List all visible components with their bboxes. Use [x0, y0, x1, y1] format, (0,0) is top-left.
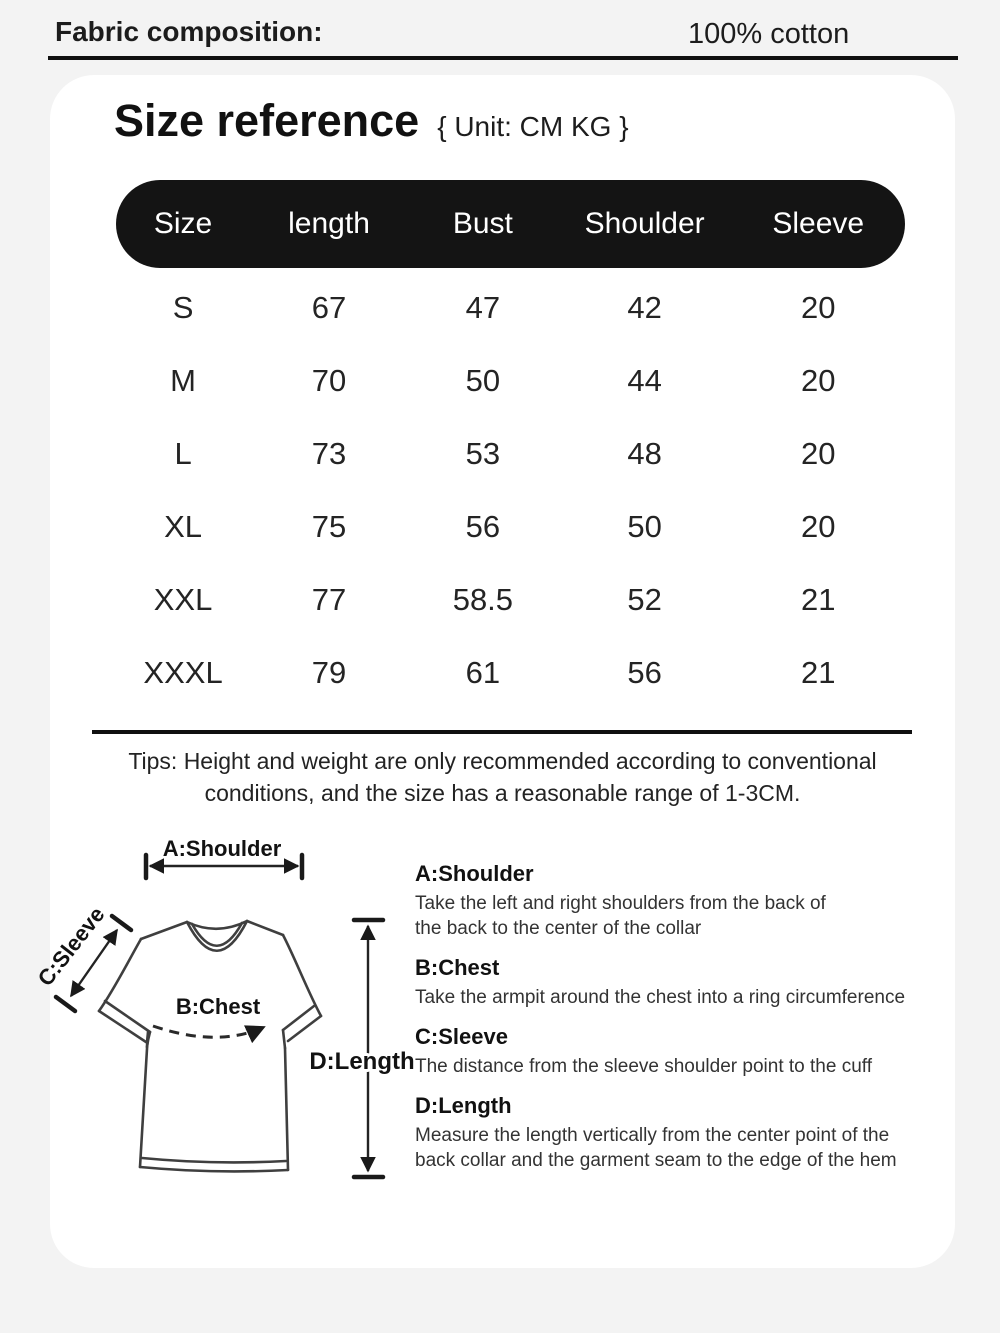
table-cell: XXXL: [143, 654, 223, 690]
definition-length: [415, 1093, 960, 1173]
chest-dimension-label: B:Chest: [175, 994, 261, 1019]
definition-line: The distance from the sleeve shoulder point to the cuff: [415, 1056, 872, 1077]
table-cell: 61: [465, 654, 501, 690]
table-cell: 21: [800, 581, 836, 617]
column-header-bust: Bust: [452, 207, 513, 240]
table-cell: 50: [627, 508, 662, 544]
tshirt-outline: [99, 921, 321, 1171]
size-table-body: [116, 271, 905, 709]
table-cell: XL: [164, 508, 203, 544]
table-cell: 21: [800, 654, 836, 690]
table-cell: XXL: [153, 581, 213, 617]
tips-text: [50, 745, 955, 809]
table-cell: 53: [465, 435, 501, 471]
table-cell: 48: [627, 435, 662, 471]
table-bottom-divider: [92, 730, 912, 734]
tshirt-diagram-svg: [32, 820, 445, 1205]
table-cell: 20: [800, 362, 836, 398]
size-table-header: [116, 180, 905, 268]
table-cell: 47: [465, 289, 501, 325]
table-cell: 20: [800, 435, 836, 471]
table-cell: 50: [465, 362, 501, 398]
column-header-length: length: [288, 207, 370, 240]
table-cell: 44: [627, 362, 662, 398]
table-cell: 52: [627, 581, 662, 617]
tips-line-2: conditions, and the size has a reasonable range of 1-3CM.: [204, 780, 801, 806]
definition-term: B:Chest: [415, 955, 500, 980]
definition-term: C:Sleeve: [415, 1024, 508, 1049]
top-divider: [48, 56, 958, 60]
table-row-xxl: [116, 563, 905, 636]
card-title-row: [114, 95, 629, 147]
definition-line: the back to the center of the collar: [415, 918, 702, 939]
table-row-xxxl: [116, 636, 905, 709]
table-row-s: [116, 271, 905, 344]
table-cell: 20: [800, 289, 836, 325]
size-reference-card: [32, 75, 955, 1268]
definition-line: back collar and the garment seam to the edge of the hem: [415, 1150, 897, 1171]
size-reference-title: Size reference: [114, 95, 420, 146]
definition-term: D:Length: [415, 1093, 512, 1118]
chest-dim-dashed-arrow: [153, 1026, 264, 1037]
tips-line-1: Tips: Height and weight are only recommended according to conventional: [128, 748, 877, 774]
definition-chest: [415, 955, 960, 1010]
table-cell: 56: [627, 654, 662, 690]
measurement-definitions: [415, 861, 960, 1187]
table-cell: 58.5: [452, 581, 514, 617]
column-header-shoulder: Shoulder: [584, 207, 705, 240]
definition-line: Measure the length vertically from the center point of the: [415, 1125, 890, 1146]
table-cell: 67: [311, 289, 347, 325]
shoulder-dimension-label: A:Shoulder: [162, 836, 282, 861]
table-cell: 73: [311, 435, 347, 471]
table-cell: 77: [311, 581, 347, 617]
table-cell: M: [170, 362, 196, 398]
definition-sleeve: [415, 1024, 960, 1079]
table-cell: 42: [627, 289, 662, 325]
definition-shoulder: [415, 861, 960, 941]
sleeve-dimension-label: C:Sleeve: [32, 902, 110, 991]
definition-line: Take the armpit around the chest into a ring circumference: [415, 987, 906, 1008]
definition-term: A:Shoulder: [415, 861, 534, 886]
fabric-composition-label: Fabric composition:: [55, 16, 323, 47]
table-cell: S: [172, 289, 194, 325]
table-cell: 56: [465, 508, 501, 544]
table-cell: L: [174, 435, 192, 471]
length-dimension-label: D:Length: [309, 1048, 415, 1075]
definition-line: Take the left and right shoulders from the back of: [415, 893, 826, 914]
column-header-sleeve: Sleeve: [772, 207, 865, 240]
unit-note: { Unit: CM KG }: [437, 111, 629, 142]
table-row-m: [116, 344, 905, 417]
table-row-l: [116, 417, 905, 490]
measurement-diagram: [32, 820, 955, 1220]
table-cell: 79: [311, 654, 347, 690]
table-row-xl: [116, 490, 905, 563]
table-cell: 75: [311, 508, 347, 544]
table-cell: 70: [311, 362, 347, 398]
table-cell: 20: [800, 508, 836, 544]
fabric-composition-value: 100% cotton: [688, 18, 850, 50]
column-header-size: Size: [153, 207, 213, 240]
